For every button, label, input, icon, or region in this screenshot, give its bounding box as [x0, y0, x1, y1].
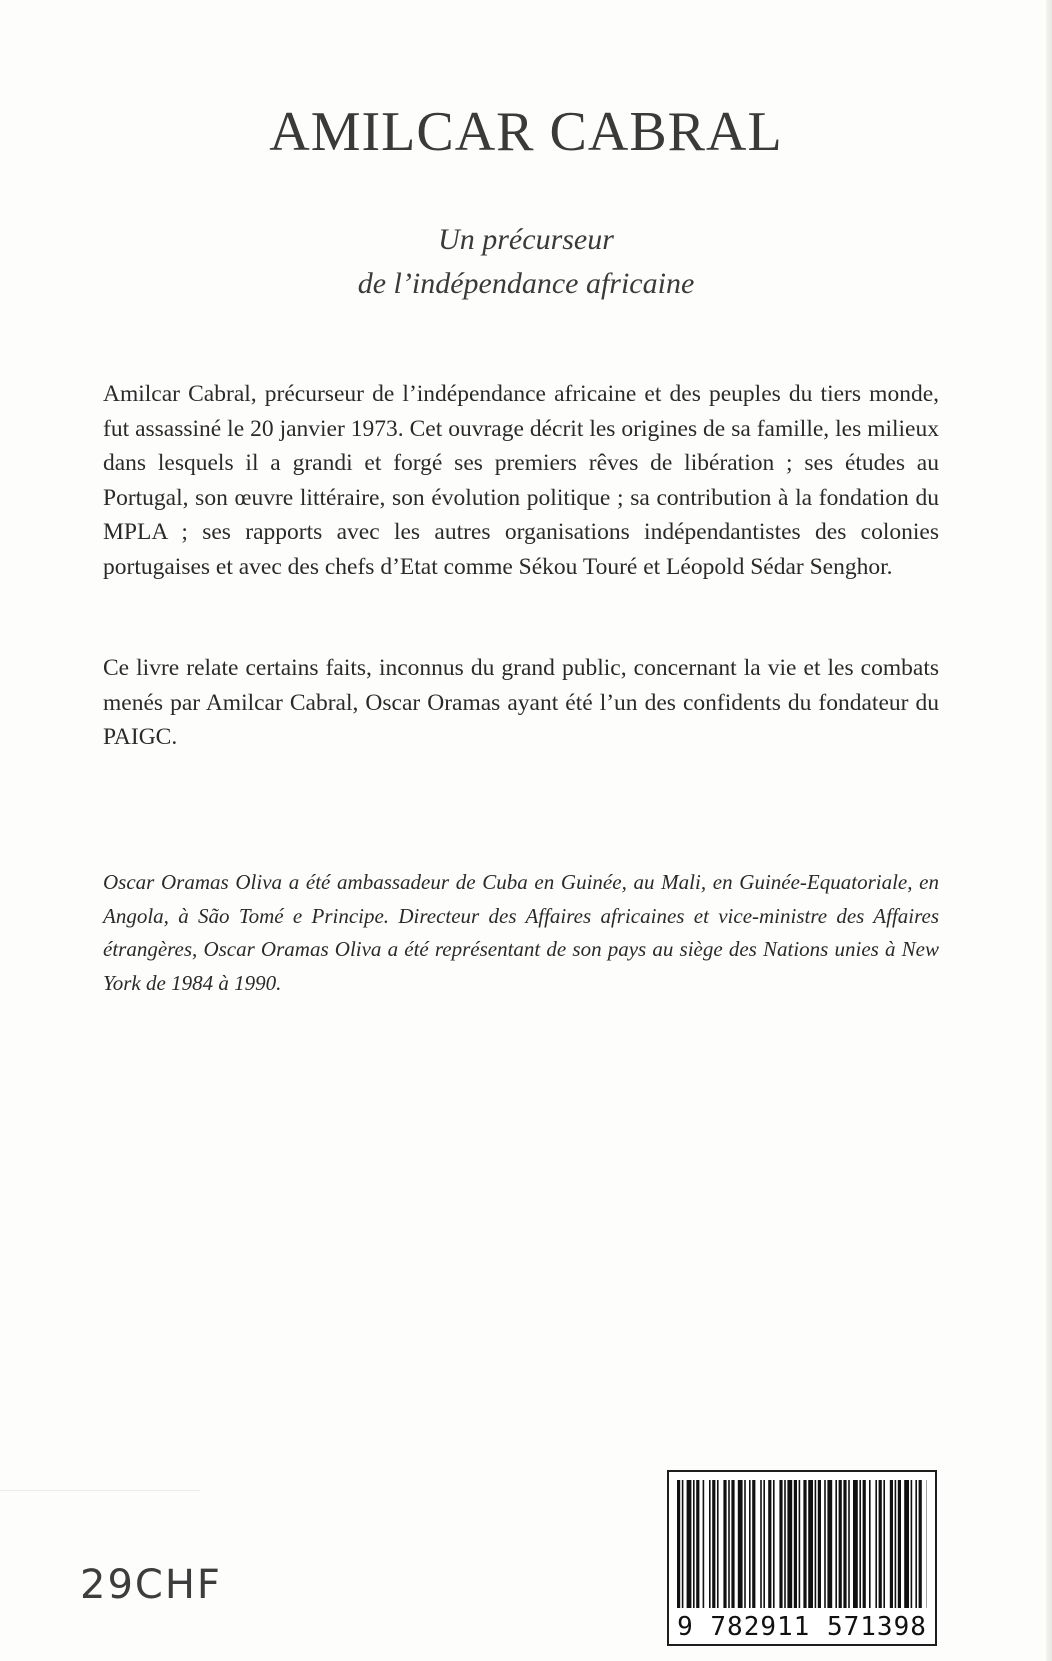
barcode-bar: [895, 1480, 897, 1608]
barcode-bar: [687, 1480, 692, 1608]
subtitle-line-1: Un précurseur: [438, 223, 614, 256]
subtitle-line-2: de l’indépendance africaine: [357, 267, 695, 300]
barcode-bar: [731, 1480, 734, 1608]
barcode-bar: [919, 1480, 922, 1608]
barcode-bar: [824, 1480, 826, 1608]
barcode-bar: [773, 1480, 775, 1608]
barcode-bar: [879, 1480, 882, 1608]
isbn-number: 9 782911 571398: [677, 1612, 927, 1642]
barcode-bar: [717, 1480, 719, 1608]
synopsis-paragraph-1: Amilcar Cabral, précurseur de l’indépendance africaine et des peuples du tiers monde, fut assassiné le 20 janvier 1973. Cet ouvrage décrit les origines de sa famille, les milieux dans lesquels il a grandi et forgé ses premiers rêves de libération ; ses études au Portugal, son œuvre littéraire, son évolution politique ; sa contribution à la fondation du MPLA ; ses rapports avec les autres organisations indépendantistes des colonies portugaises et avec des chefs d’Etat comme Sékou Touré et Léopold Sédar Senghor.: [103, 381, 939, 580]
barcode-bar: [827, 1480, 832, 1608]
barcode-bar: [712, 1480, 715, 1608]
barcode-bar: [779, 1480, 782, 1608]
author-bio: Oscar Oramas Oliva a été ambassadeur de Cuba en Guinée, au Mali, en Guinée-Equatoriale, en Angola, à São Tomé e Principe. Directeur des Affaires africaines et vice-ministre des Affaires étrangères, Oscar Oramas Oliva a été représentant de son pays au siège des Nations unies à New York de 1984 à 1990.: [103, 870, 939, 995]
barcode-bar: [803, 1480, 806, 1608]
barcode-bar: [752, 1480, 755, 1608]
barcode-bar: [728, 1480, 730, 1608]
barcode-bar: [915, 1480, 917, 1608]
barcode-bar: [787, 1480, 792, 1608]
barcode-bar: [799, 1480, 801, 1608]
barcode-bar: [723, 1480, 726, 1608]
barcode-bar: [875, 1480, 877, 1608]
barcode-bar: [677, 1480, 680, 1608]
barcode-bar: [744, 1480, 746, 1608]
barcode-bar: [763, 1480, 765, 1608]
barcode-bar: [768, 1480, 771, 1608]
handwritten-price: 29CHF: [80, 1562, 222, 1608]
barcode-bar: [760, 1480, 762, 1608]
book-title: AMILCAR CABRAL: [269, 101, 783, 163]
barcode-bar: [859, 1480, 861, 1608]
barcode-bar: [703, 1480, 705, 1608]
barcode-bar: [738, 1480, 743, 1608]
book-subtitle: [0, 218, 1052, 306]
barcode-bar: [693, 1480, 695, 1608]
barcode-bar: [848, 1480, 850, 1608]
barcode-bar: [818, 1480, 821, 1608]
barcode-bar: [843, 1480, 846, 1608]
barcode-bar: [709, 1480, 711, 1608]
barcode-bar: [869, 1480, 871, 1608]
barcode-bar: [898, 1480, 901, 1608]
barcode-bar: [835, 1480, 837, 1608]
barcode-bar: [784, 1480, 786, 1608]
barcode-bar: [890, 1480, 893, 1608]
barcode-bar: [815, 1480, 817, 1608]
barcode-bar: [808, 1480, 813, 1608]
barcode-bar: [794, 1480, 797, 1608]
barcode-bar: [863, 1480, 866, 1608]
synopsis-paragraph-2: Ce livre relate certains faits, inconnus du grand public, concernant la vie et les combats menés par Amilcar Cabral, Oscar Oramas ayant été l’un des confidents du fondateur du PAIGC.: [103, 655, 939, 750]
barcode-bar: [911, 1480, 913, 1608]
sticker-residue-line: [0, 1490, 200, 1491]
barcode-bar: [883, 1480, 885, 1608]
barcode-bar: [749, 1480, 751, 1608]
barcode-bar: [853, 1480, 858, 1608]
barcode-bar: [696, 1480, 699, 1608]
barcode-bar: [682, 1480, 684, 1608]
barcode-bar: [839, 1480, 842, 1608]
barcode-bar: [904, 1480, 909, 1608]
isbn-barcode: [667, 1470, 937, 1646]
